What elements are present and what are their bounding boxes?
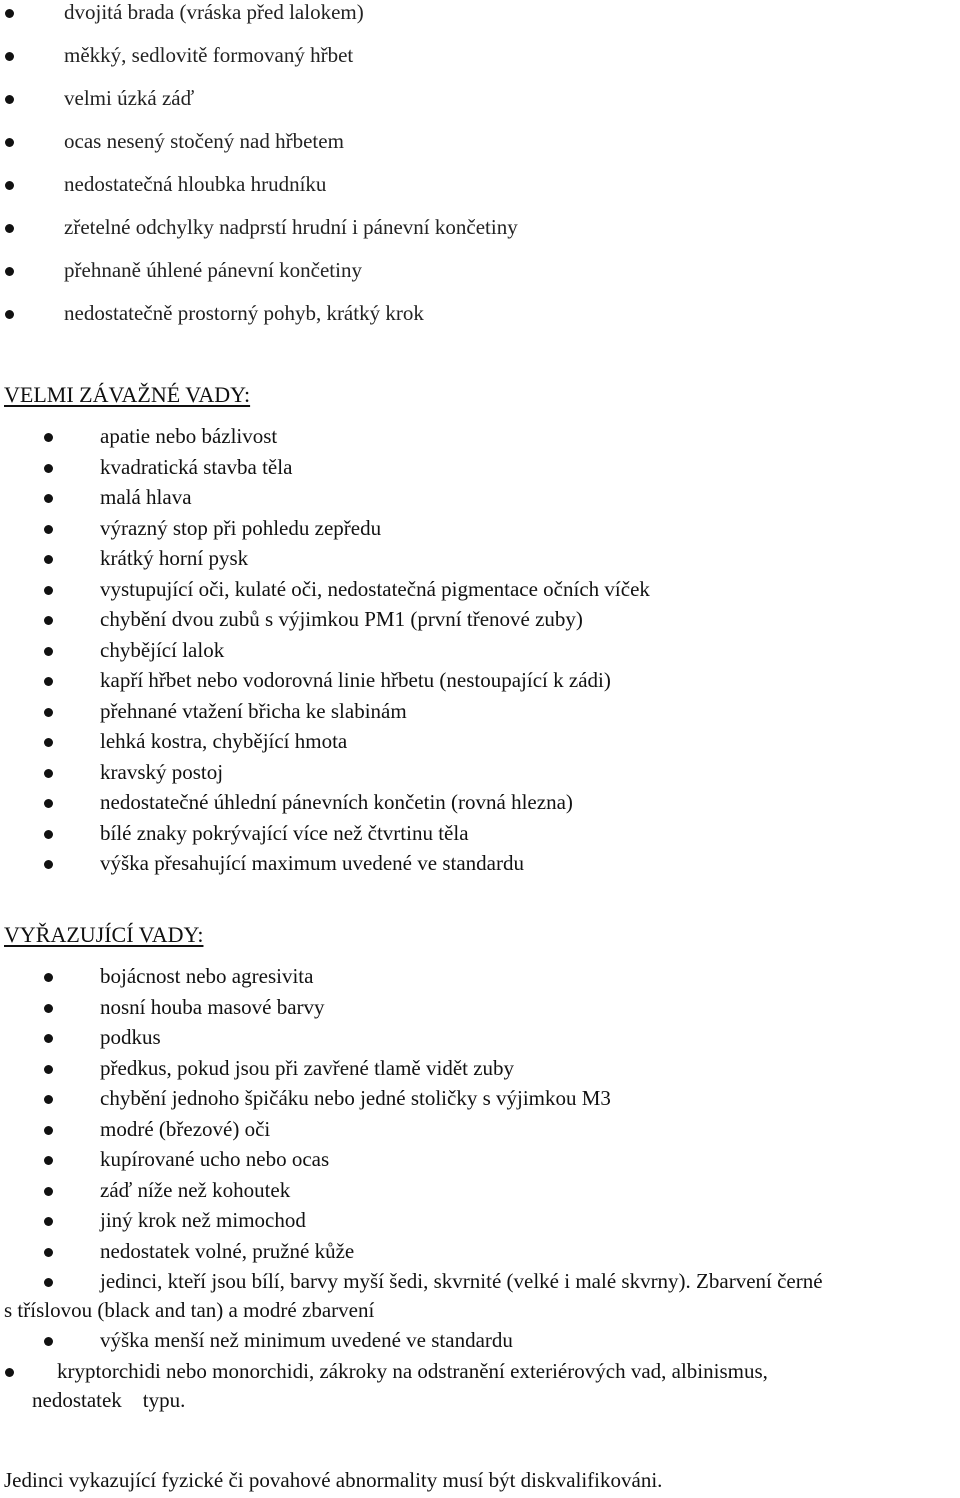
list-item: výrazný stop při pohledu zepředu [100,515,382,540]
bullet [44,1217,53,1226]
bullet [44,586,53,595]
bullet [44,769,53,778]
heading-vyrazujici-vady: VYŘAZUJÍCÍ VADY: [4,922,204,947]
bullet [44,525,53,534]
list-item: bílé znaky pokrývající více než čtvrtinu těla [100,820,469,845]
list-item: malá hlava [100,485,192,509]
bullet [44,616,53,625]
bullet [44,1095,53,1104]
bullet [5,224,14,233]
bullet [44,464,53,473]
bullet [5,95,14,104]
list-item-text: kryptorchidi nebo monorchidi, zákroky na odstranění exteriérových vad, albinismus, [57,1359,768,1383]
bullet [44,738,53,747]
list-item-text-continued: nedostatek typu. [32,1388,186,1412]
bullet [44,1187,53,1196]
list-item: bojácnost nebo agresivita [100,964,314,988]
bullet [5,181,14,190]
list-item: ocas nesený stočený nad hřbetem [64,129,344,153]
list-item: měkký, sedlovitě formovaný hřbet [64,43,354,67]
bullet [5,267,14,276]
bullet [44,708,53,717]
bullet [44,433,53,442]
bullet [44,860,53,869]
list-item: záď níže než kohoutek [100,1177,291,1202]
bullet [44,1278,53,1287]
list-item: apatie nebo bázlivost [100,424,278,448]
list-item: nedostatečné úhlední pánevních končetin (rovná hlezna) [100,790,573,814]
bullet [44,1065,53,1074]
list-item: předkus, pokud jsou při zavřené tlamě vidět zuby [100,1055,515,1080]
list-item: dvojitá brada (vráska před lalokem) [64,0,364,24]
list-item: nedostatek volné, pružné kůže [100,1238,355,1263]
list-item: nedostatečně prostorný pohyb, krátký krok [64,301,424,325]
bullet [44,677,53,686]
bullet [44,1337,53,1346]
list-item: krátký horní pysk [100,546,249,570]
bullet [44,1156,53,1165]
bullet [44,1248,53,1257]
list-item: kupírované ucho nebo ocas [100,1147,330,1171]
list-item: přehnané vtažení břicha ke slabinám [100,698,407,723]
list-item: chybějící lalok [100,637,225,662]
list-item: nedostatečná hloubka hrudníku [64,172,327,196]
list-item: jiný krok než mimochod [100,1208,306,1232]
list-item: výška přesahující maximum uvedené ve standardu [100,851,524,875]
bullet [5,310,14,319]
bullet [44,973,53,982]
list-item-text: výška menší než minimum uvedené ve standardu [100,1328,513,1352]
list-item: modré (březové) oči [100,1116,271,1141]
bullet [5,9,14,18]
list-item: zřetelné odchylky nadprstí hrudní i pánevní končetiny [64,215,518,239]
list-item: vystupující oči, kulaté oči, nedostatečná pigmentace očních víček [100,576,650,601]
list-item-text: jedinci, kteří jsou bílí, barvy myší šedi, skvrnité (velké i malé skvrny). Zbarvení černé [100,1269,823,1293]
list-item: kravský postoj [100,759,224,784]
list-item: kapří hřbet nebo vodorovná linie hřbetu (nestoupající k zádi) [100,668,611,692]
list-item: velmi úzká záď [64,86,195,110]
list-item: nosní houba masové barvy [100,994,325,1019]
bullet [44,555,53,564]
list-item: podkus [100,1025,161,1049]
bullet [44,1004,53,1013]
list-item: přehnaně úhlené pánevní končetiny [64,258,362,282]
list-item-text-continued: s tříslovou (black and tan) a modré zbarvení [4,1298,375,1322]
list-item: chybění dvou zubů s výjimkou PM1 (první třenové zuby) [100,607,583,631]
heading-velmi-zavazne-vady: VELMI ZÁVAŽNÉ VADY: [4,382,251,407]
list-item: chybění jednoho špičáku nebo jedné stoličky s výjimkou M3 [100,1086,611,1110]
bullet [5,138,14,147]
bullet [44,1126,53,1135]
bullet [44,1034,53,1043]
list-item: kvadratická stavba těla [100,454,293,479]
bullet [44,799,53,808]
bullet [44,494,53,503]
footer-note: Jedinci vykazující fyzické či povahové abnormality musí být diskvalifikováni. [4,1468,663,1492]
bullet [5,52,14,61]
list-item: lehká kostra, chybějící hmota [100,729,348,753]
bullet [44,830,53,839]
bullet [44,647,53,656]
bullet [5,1368,14,1377]
